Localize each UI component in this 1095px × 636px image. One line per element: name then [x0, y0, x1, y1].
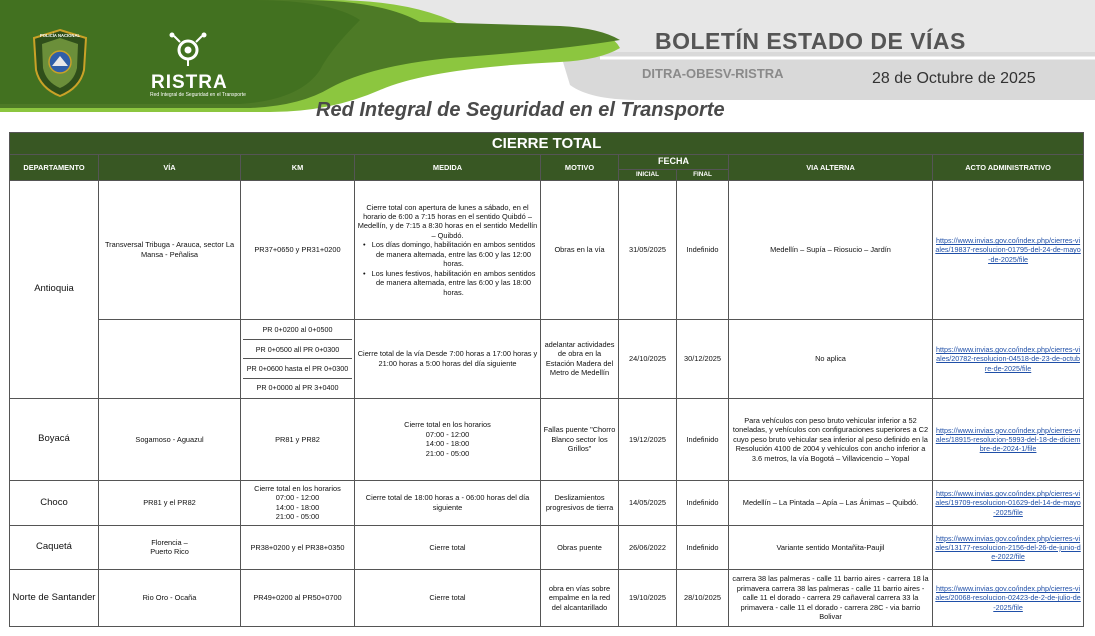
logo-name: RISTRA	[151, 72, 228, 93]
cell-medida: Cierre total	[355, 525, 541, 569]
col-final: FINAL	[677, 169, 729, 180]
cell-inicial: 24/10/2025	[619, 319, 677, 398]
cell-motivo: Fallas puente "Chorro Blanco sector los Grillos"	[541, 398, 619, 480]
acto-link[interactable]: https://www.invias.gov.co/index.php/cierres-viales/20068-resolucion-02423-de-2-de-julio-de-2025/file	[933, 569, 1084, 626]
table-row	[10, 319, 1084, 398]
cell-medida: Cierre total	[355, 569, 541, 626]
medida-line: 21:00 - 05:00	[425, 448, 470, 458]
col-via-alterna: VIA ALTERNA	[729, 155, 933, 181]
cell-departamento: Antioquia	[10, 180, 99, 398]
bulletin-date: 28 de Octubre de 2025	[872, 70, 1036, 87]
cell-km	[241, 480, 355, 525]
acto-link[interactable]: https://www.invias.gov.co/index.php/cierres-viales/19837-resolucion-01795-del-24-de-mayo-de-2025/file	[933, 180, 1084, 319]
cell-motivo: Obras puente	[541, 525, 619, 569]
cell-inicial: 31/05/2025	[619, 180, 677, 319]
bulletin-title: BOLETÍN ESTADO DE VÍAS	[655, 28, 966, 54]
header-subtitle: Red Integral de Seguridad en el Transporte	[316, 99, 725, 121]
medida-line: Cierre total en los horarios	[404, 420, 491, 430]
medida-line: 14:00 - 18:00	[425, 439, 470, 449]
cell-via	[99, 319, 241, 398]
km-line: Cierre total en los horarios	[254, 483, 341, 493]
cell-medida: Cierre total de la vía Desde 7:00 horas a 17:00 horas y 21:00 horas a 5:00 horas del día siguiente	[355, 319, 541, 398]
cell-inicial: 26/06/2022	[619, 525, 677, 569]
acto-link[interactable]: https://www.invias.gov.co/index.php/cierres-viales/18915-resolucion-5993-del-18-de-diciembre-de-2024-1/file	[933, 398, 1084, 480]
ristra-logo-icon	[148, 32, 258, 76]
cell-motivo: Deslizamientos progresivos de tierra	[541, 480, 619, 525]
cell-departamento: Norte de Santander	[10, 569, 99, 626]
medida-intro: Cierre total con apertura de lunes a sábado, en el horario de 6:00 a 7:15 horas en el sentido Quibdó – Medellín, y de 7:15 a 8:30 horas en el sentido Medellín – Quibdó.	[357, 202, 538, 240]
cell-final: Indefinido	[677, 525, 729, 569]
medida-bullet: • Los lunes festivos, habilitación en ambos sentidos de manera alternada, entre las 6:00 y las 18:00 horas.	[357, 269, 538, 297]
col-km: KM	[241, 155, 355, 181]
km-line: 21:00 - 05:00	[275, 512, 320, 522]
cell-via-alterna: Para vehículos con peso bruto vehicular inferior a 52 toneladas, y vehículos con configuraciones superiores a C2 cuyo peso bruto vehicular sea inferior al peso definido en la Resolución 4100 de 2004 y vehículos con ancho inferior a 3.6 metros, la vía Bogotá – Villavicencio – Yopal	[729, 398, 933, 480]
cell-final: Indefinido	[677, 398, 729, 480]
cell-inicial: 14/05/2025	[619, 480, 677, 525]
table-row	[10, 569, 1084, 626]
cell-medida: Cierre total de 18:00 horas a - 06:00 horas del día siguiente	[355, 480, 541, 525]
medida-bullet: • Los días domingo, habilitación en ambos sentidos de manera alternada, entre las 6:00 y las 12:00 horas.	[357, 240, 538, 268]
cell-via	[99, 525, 241, 569]
badge-text: POLICÍA NACIONAL	[39, 33, 81, 38]
cell-final: Indefinido	[677, 480, 729, 525]
col-fecha: FECHA	[619, 155, 729, 170]
cell-medida	[355, 398, 541, 480]
section-title: CIERRE TOTAL	[10, 133, 1084, 155]
col-via: VÍA	[99, 155, 241, 181]
road-closures-table	[9, 132, 1084, 627]
cell-final: 28/10/2025	[677, 569, 729, 626]
medida-line: 07:00 - 12:00	[425, 429, 470, 439]
col-motivo: MOTIVO	[541, 155, 619, 181]
cell-medida	[355, 180, 541, 319]
cell-inicial: 19/10/2025	[619, 569, 677, 626]
cell-km	[241, 319, 355, 398]
cell-via-alterna: Medellín – La Pintada – Apía – Las Ánimas – Quibdó.	[729, 480, 933, 525]
table-row	[10, 398, 1084, 480]
col-medida: MEDIDA	[355, 155, 541, 181]
cell-departamento: Choco	[10, 480, 99, 525]
cell-via-alterna: Variante sentido Montañita-Paujil	[729, 525, 933, 569]
km-item: PR 0+0000 al PR 3+0400	[256, 383, 339, 393]
acto-link[interactable]: https://www.invias.gov.co/index.php/cierres-viales/19709-resolucion-01629-del-14-de-mayo-2025/file	[933, 480, 1084, 525]
cell-via: PR81 y el PR82	[99, 480, 241, 525]
cell-motivo: adelantar actividades de obra en la Estación Madera del Metro de Medellín	[541, 319, 619, 398]
acto-link[interactable]: https://www.invias.gov.co/index.php/cierres-viales/13177-resolucion-2156-del-26-de-junio-de-2022/file	[933, 525, 1084, 569]
table-row	[10, 180, 1084, 319]
km-line: 07:00 - 12:00	[275, 493, 320, 503]
cell-via: Transversal Tribuga - Arauca, sector La Mansa - Peñalisa	[99, 180, 241, 319]
bulletin-code: DITRA-OBESV-RISTRA	[642, 66, 784, 81]
police-badge-icon	[30, 28, 90, 98]
km-item: PR 0+0200 al 0+0500	[243, 321, 352, 340]
km-line: 14:00 - 18:00	[275, 502, 320, 512]
cell-motivo: Obras en la vía	[541, 180, 619, 319]
acto-link[interactable]: https://www.invias.gov.co/index.php/cierres-viales/20782-resolucion-04518-de-23-de-octubre-de-2025/file	[933, 319, 1084, 398]
cell-via-alterna: No aplica	[729, 319, 933, 398]
cell-km: PR49+0200 al PR50+0700	[241, 569, 355, 626]
km-item: PR 0+0600 hasta el PR 0+0300	[243, 359, 352, 378]
cell-motivo: obra en vías sobre empalme en la red del alcantarillado	[541, 569, 619, 626]
cell-via-alterna: Medellín – Supía – Riosucio – Jardín	[729, 180, 933, 319]
col-acto: ACTO ADMINISTRATIVO	[933, 155, 1084, 181]
via-line: Puerto Rico	[150, 547, 189, 557]
table-row	[10, 480, 1084, 525]
cell-final: 30/12/2025	[677, 319, 729, 398]
km-item: PR 0+0500 all PR 0+0300	[243, 340, 352, 359]
report-header	[0, 0, 1095, 128]
cell-via-alterna: carrera 38 las palmeras - calle 11 barrio aires - carrera 18 la primavera carrera 38 las palmeras - calle 11 barrio aires - calle 11 el dorado - carrera 29 cañaveral carrera 33 la primavera - calle 11 el dorado - carrera 28C - via barrio Bolivar	[729, 569, 933, 626]
cell-via: Rio Oro - Ocaña	[99, 569, 241, 626]
col-departamento: DEPARTAMENTO	[10, 155, 99, 181]
cell-km: PR38+0200 y el PR38+0350	[241, 525, 355, 569]
via-line: Florencia –	[151, 537, 188, 547]
col-inicial: INICIAL	[619, 169, 677, 180]
cell-departamento: Boyacá	[10, 398, 99, 480]
table-row	[10, 525, 1084, 569]
cell-inicial: 19/12/2025	[619, 398, 677, 480]
ristra-logo	[148, 32, 258, 102]
cell-final: Indefinido	[677, 180, 729, 319]
cell-km: PR37+0650 y PR31+0200	[241, 180, 355, 319]
cell-via: Sogamoso - Aguazul	[99, 398, 241, 480]
cell-km: PR81 y PR82	[241, 398, 355, 480]
logo-subtitle: Red Integral de Seguridad en el Transporte	[150, 92, 246, 98]
cell-departamento: Caquetá	[10, 525, 99, 569]
